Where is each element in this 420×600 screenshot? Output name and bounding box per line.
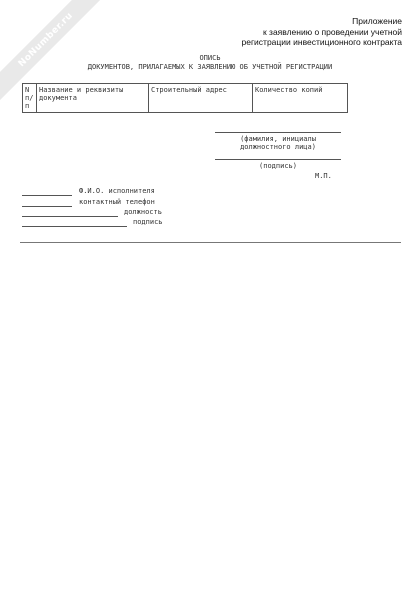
title-line-2: ДОКУМЕНТОВ, ПРИЛАГАЕМЫХ К ЗАЯВЛЕНИЮ ОБ УЧЕТНОЙ РЕГИСТРАЦИИ bbox=[87, 63, 333, 71]
table-header-row bbox=[23, 84, 348, 113]
header-number: N п/п bbox=[23, 84, 37, 113]
watermark-text: NoNumber.ru bbox=[0, 0, 110, 104]
executor-fio-label: Ф.И.О. исполнителя bbox=[79, 187, 155, 195]
name-caption bbox=[215, 135, 341, 151]
executor-position-label: должность bbox=[124, 208, 162, 216]
appendix-line-1: Приложение bbox=[352, 16, 402, 26]
title-line-1: ОПИСЬ bbox=[199, 54, 221, 62]
name-caption-line-1: (фамилия, инициалы bbox=[240, 135, 316, 143]
executor-sign-label: подпись bbox=[133, 218, 163, 226]
sign-caption: (подпись) bbox=[259, 162, 297, 170]
executor-phone-label: контактный телефон bbox=[79, 198, 155, 206]
executor-phone-line bbox=[22, 206, 72, 207]
executor-sign-line bbox=[22, 226, 127, 227]
official-signature-line bbox=[215, 159, 341, 160]
name-caption-line-2: должностного лица) bbox=[240, 143, 316, 151]
bottom-divider bbox=[20, 242, 401, 243]
document-title bbox=[20, 54, 400, 72]
appendix-line-2: к заявлению о проведении учетной bbox=[262, 26, 402, 37]
stamp-place: М.П. bbox=[315, 172, 332, 180]
name-signature-line bbox=[215, 132, 341, 133]
executor-position-line bbox=[22, 216, 118, 217]
inventory-table bbox=[22, 83, 348, 113]
executor-phone-row bbox=[22, 198, 172, 208]
appendix-line-3: регистрации инвестиционного контракта bbox=[241, 37, 402, 47]
executor-fio-row bbox=[22, 187, 172, 197]
executor-sign-row bbox=[22, 218, 172, 228]
header-copies: Количество копий bbox=[253, 84, 348, 113]
header-document-name: Название и реквизиты документа bbox=[37, 84, 149, 113]
executor-position-row bbox=[22, 208, 172, 218]
executor-fio-line bbox=[22, 195, 72, 196]
header-address: Строительный адрес bbox=[149, 84, 253, 113]
appendix-note bbox=[182, 16, 402, 48]
